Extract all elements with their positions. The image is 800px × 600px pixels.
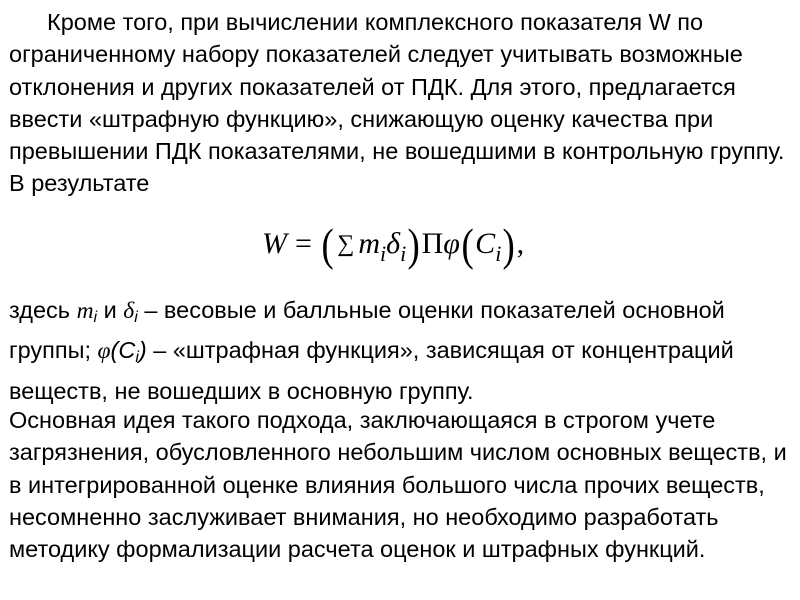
paragraph-conclusion: Основная идея такого подхода, заключающаяся в строгом учете загрязнения, обусловленного небольшим числом основных веществ, и в интегрированной оценке влияния большого числа прочих веществ, несомненно заслуживает внимания, но необходимо разработать методику формализации расчета оценок и штрафных функций. <box>9 407 787 563</box>
formula-w <box>262 218 524 270</box>
definitions-and: и <box>97 297 124 323</box>
formula-w-symbol: W <box>262 227 287 260</box>
formula-m: m <box>358 227 381 260</box>
paragraph-definitions <box>9 294 794 407</box>
formula-product: Π <box>421 227 444 260</box>
definitions-m-sub: i <box>93 309 98 326</box>
formula-delta-sub: i <box>400 241 407 266</box>
formula-phi: φ <box>443 227 460 260</box>
definitions-c-sub: i <box>135 349 139 367</box>
formula-c-sub: i <box>495 241 502 266</box>
formula-c: C <box>475 227 496 260</box>
formula-close-paren: ) <box>407 218 421 270</box>
formula-close-paren-2: ) <box>502 218 516 270</box>
formula-equals: = <box>295 227 312 260</box>
definitions-phi: φ <box>97 338 111 365</box>
definitions-weights-text: – весовые и балльные оценки показателей основной группы; <box>9 297 725 364</box>
formula-m-sub: i <box>380 241 387 266</box>
paragraph-intro: Кроме того, при вычислении комплексного показателя W по ограниченному набору показателей следует учитывать возможные отклонения и других показателей от ПДК. Для этого, предлагается ввести «штрафную функцию», снижающую оценку качества при превышении ПДК показателями, не вошедшими в контрольную группу. В результате <box>9 9 785 197</box>
formula-open-paren: ( <box>321 218 334 270</box>
formula-open-paren-2: ( <box>461 218 474 270</box>
definitions-lead: здесь <box>9 297 77 323</box>
formula-delta: δ <box>386 227 401 260</box>
definitions-tail: – «штрафная функция», зависящая от концентраций веществ, не вошедших в основную группу. <box>9 337 734 404</box>
definitions-c-open: (C <box>110 337 136 364</box>
formula-sum: ∑ <box>337 230 355 257</box>
definitions-delta-sub: i <box>134 309 138 326</box>
definitions-m: m <box>76 298 94 324</box>
definitions-c-close: ) <box>138 337 147 364</box>
definitions-delta: δ <box>123 298 135 324</box>
formula-comma: , <box>516 227 525 260</box>
